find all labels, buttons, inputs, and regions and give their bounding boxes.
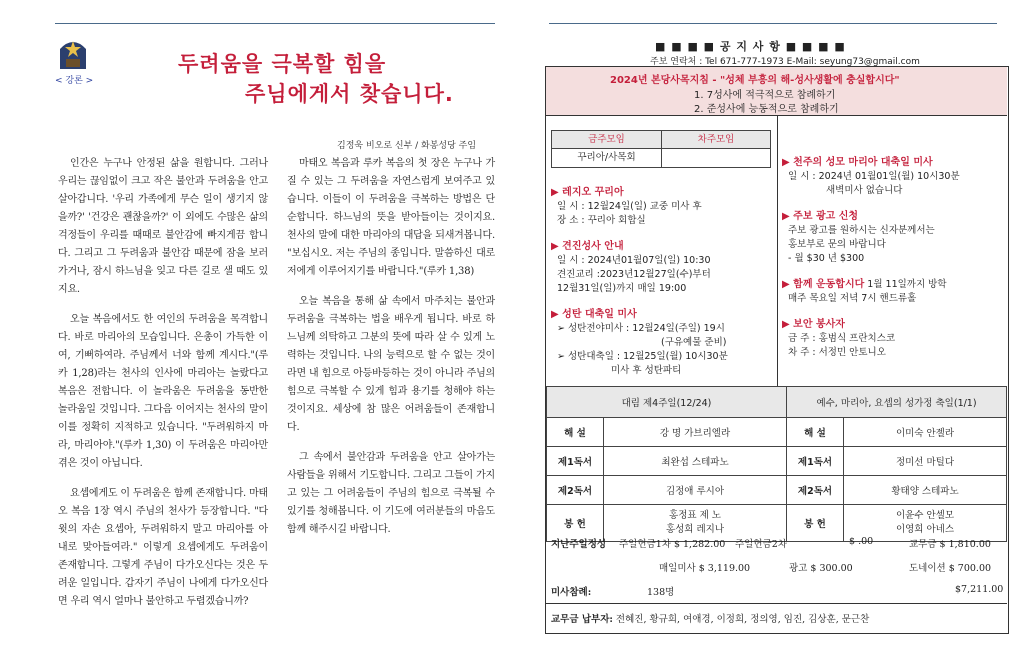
- payers-label: 교무금 납부자:: [551, 614, 613, 625]
- paragraph: 마태오 복음과 루카 복음의 첫 장은 누구나 가질 수 있는 그 두려움을 자연스럽게 보여주고 있습니다. 이들이 이 두려움을 극복하는 방법은 단순합니다. 하느님의 뜻을 받아들이는 것이지요. 천사의 말에 대한 마리아의 대답을 되새겨봅니다. "보십시오. 저는 주님의 종입니다. 말씀하신 대로 저에게 이루어지기를 바랍니다."(루카 1,38): [287, 158, 495, 277]
- mass-label: 미사참례:: [551, 587, 592, 598]
- announcement-line: 일 시 : 12월24일(일) 교중 미사 후: [557, 201, 702, 212]
- meeting-head-next-week: 차주모임: [662, 131, 770, 149]
- roles-head-right: 예수, 마리아, 요셉의 성가정 축일(1/1): [787, 387, 1007, 418]
- role-person: 홍정표 제 노 홍성희 레지나: [604, 505, 787, 542]
- paragraph: 오늘 복음을 통해 삶 속에서 마주치는 불안과 두려움을 극복하는 법을 배우게 됩니다. 바로 하느님께 의탁하고 그분의 뜻에 따라 살 수 있게 노력하는 것입니다. 나의 능력으로 할 수 없는 것이라면 내 힘으로 아등바등하는 것이 아니라 주님의 힘으로 극복할 수 있게 힘과 용기를 청해야 하는 것이지요. 세상에 참 많은 어려움들이 존재합니다.: [287, 296, 495, 433]
- top-rule-left: [55, 23, 495, 24]
- announcement-block: [782, 278, 1004, 306]
- mass-count: 138명: [647, 587, 675, 598]
- roles-head-left: 대림 제4주일(12/24): [547, 387, 787, 418]
- finance-divider: [546, 603, 1007, 604]
- payers-list: 전혜진, 황규희, 여애경, 이정희, 정의영, 임진, 김상훈, 문근찬: [615, 614, 870, 625]
- role-person: 이미숙 안젤라: [844, 418, 1007, 447]
- announcement-title-tail: 1월 11일까지 방학: [864, 279, 947, 290]
- liturgy-roles-table: [546, 386, 1007, 542]
- announcement-block: [551, 308, 773, 378]
- paragraph: 인간은 누구나 안정된 삶을 원합니다. 그러나 우리는 끊임없이 크고 작은 불안과 두려움을 안고 살아갑니다. '우리 가족에게 무슨 일이 생기지 않을까?' '건강은 괜찮을까?' 이 외에도 수많은 삶의 걱정들이 우리를 때때로 불안감에 빠지게끔 합니다. 그리고 그 두려움과 불안감 때문에 잠을 보러 가거나, 잠시 하느님을 잊고 다른 길로 샐 때도 있지요.: [58, 158, 268, 295]
- top-rule-right: [549, 23, 997, 24]
- announcement-line: ➢ 성탄대축일 : 12월25일(월) 10시30분: [557, 351, 728, 362]
- finance-label: 지난주일정성: [551, 539, 607, 550]
- payers-line: [551, 611, 869, 625]
- meeting-table: [551, 130, 771, 168]
- finance-total: $7,211.00: [955, 584, 1004, 595]
- notice-title: ■ ■ ■ ■ 공 지 사 항 ■ ■ ■ ■: [655, 40, 846, 53]
- church-logo-icon: [56, 35, 90, 69]
- finance-value: 도네이션 $ 700.00: [909, 563, 992, 574]
- announcement-line: ➢ 성탄전야미사 : 12월24일(주일) 19시: [557, 323, 725, 334]
- announcement-line: 홍보부로 문의 바랍니다: [788, 239, 886, 250]
- section-tag: < 강론 >: [55, 76, 94, 86]
- motto-line: 2024년 본당사목지침 - "성체 부흥의 해-성사생활에 충실합시다": [610, 75, 900, 86]
- announcement-title: ▶ 주보 광고 신청: [782, 211, 859, 222]
- role-label: 제2독서: [787, 476, 844, 505]
- sermon-byline: 김정욱 비오로 신부 / 화봉성당 주임: [337, 141, 477, 151]
- finance-value: 주일헌금2차: [735, 539, 787, 550]
- announcement-title: ▶ 함께 운동합시다: [782, 279, 865, 290]
- notice-contact: 주보 연락처 : Tel 671-777-1973 E-Mail: seyung73@gmail.com: [650, 57, 920, 67]
- sermon-column-1: [58, 155, 268, 623]
- announcement-line: (구유예물 준비): [661, 337, 727, 348]
- role-label: 해 설: [547, 418, 604, 447]
- announcement-block: [551, 240, 773, 296]
- finance-value: $ .00: [849, 536, 874, 547]
- announcement-line: 장 소 : 꾸리아 회합실: [557, 215, 646, 226]
- finance-value: 교무금 $ 1,810.00: [909, 539, 991, 550]
- finance-value: 광고 $ 300.00: [789, 563, 853, 574]
- role-label: 해 설: [787, 418, 844, 447]
- announcement-line: 미사 후 성탄파티: [611, 365, 682, 376]
- table-row: [547, 476, 1007, 505]
- sermon-title-line1: 두려움을 극복할 힘을: [178, 52, 387, 76]
- announcement-title: ▶ 성탄 대축일 미사: [551, 309, 637, 320]
- announcement-title: ▶ 천주의 성모 마리아 대축일 미사: [782, 157, 933, 168]
- role-label: 제1독서: [547, 447, 604, 476]
- role-label: 제2독서: [547, 476, 604, 505]
- announcement-line: 일 시 : 2024년 01월01일(월) 10시30분: [788, 171, 960, 182]
- table-row: [547, 418, 1007, 447]
- paragraph: 그 속에서 불안감과 두려움을 안고 살아가는 사람들을 위해서 기도합니다. 그리고 그들이 가지고 있는 그 어려움들이 주님의 힘으로 극복될 수 있기를 청해봅니다. 이 기도에 여러분들의 마음도 함께 해주시길 바랍니다.: [287, 452, 495, 535]
- meeting-head-this-week: 금주모임: [552, 131, 662, 149]
- announcement-line: 견진교리 :2023년12월27일(수)부터: [557, 269, 711, 280]
- role-person: 김정애 루시아: [604, 476, 787, 505]
- role-person: 황태양 스테파노: [844, 476, 1007, 505]
- motto-item-1: 1. 7성사에 적극적으로 참례하기: [694, 90, 836, 101]
- announcement-line: 일 시 : 2024년01월07일(일) 10:30: [557, 255, 711, 266]
- paragraph: 요셉에게도 이 두려움은 함께 존재합니다. 마태오 복음 1장 역시 주님의 천사가 등장합니다. "다윗의 자손 요셉아, 두려워하지 말고 마리아를 아내로 맞아들여라." 이렇게 요셉에게도 두려움이 존재합니다. 그렇게 주님이 다가오신다는 것은 두려운 일입니다. 갑자기 주님이 나에게 다가오신다면 우리 역시 얼마나 불안하고 두렵겠습니까?: [58, 488, 268, 607]
- announcement-line: 금 주 : 홍범식 프란치스코: [788, 333, 896, 344]
- role-label: 제1독서: [787, 447, 844, 476]
- announcement-block: [551, 186, 773, 228]
- column-divider: [777, 115, 778, 386]
- meeting-cell: 꾸리아/사목회: [552, 149, 662, 167]
- announcement-title: ▶ 견진성사 안내: [551, 241, 624, 252]
- announcements-right: [782, 156, 1004, 360]
- sermon-column-2: [287, 155, 495, 551]
- table-row: [547, 447, 1007, 476]
- finance-value: 주일헌금1차 $ 1,282.00: [619, 539, 726, 550]
- announcement-line: 12월31일(일)까지 매일 19:00: [557, 283, 687, 294]
- announcement-block: [782, 156, 1004, 198]
- role-label: 봉 헌: [787, 505, 844, 542]
- role-person: 정미선 마틸다: [844, 447, 1007, 476]
- announcement-line: 차 주 : 서정민 안토니오: [788, 347, 886, 358]
- role-person: 강 명 가브리엘라: [604, 418, 787, 447]
- role-person: 이윤수 안셀모 이영희 아네스: [844, 505, 1007, 542]
- sermon-title-line2: 주님에게서 찾습니다.: [245, 82, 454, 106]
- role-label: 봉 헌: [547, 505, 604, 542]
- announcement-line: - 월 $30 년 $300: [788, 253, 865, 264]
- announcement-title: ▶ 보안 봉사자: [782, 319, 845, 330]
- paragraph: 오늘 복음에서도 한 여인의 두려움을 목격합니다. 바로 마리아의 모습입니다. 은총이 가득한 이여, 기뻐하여라. 주님께서 너와 함께 계시다."(루카 1,28)라는 천사의 인사에 마리아는 놀랐다고 복음은 전합니다. 이 놀라움은 두려움을 동반한 놀라움일 것입니다. 그다음 이어지는 천사의 말이 이를 정확히 지적하고 있습니다. "두려워하지 마라, 마리아야."(루카 1,30) 이 두려움은 마리아만 겪은 것이 아닙니다.: [58, 314, 268, 469]
- announcement-line: 주보 광고를 원하시는 신자분께서는: [788, 225, 935, 236]
- announcement-block: [782, 318, 1004, 360]
- announcements-left: [551, 186, 773, 378]
- announcement-line: 매주 목요일 저녁 7시 핸드류홀: [788, 293, 917, 304]
- announcement-line: 새벽미사 없습니다: [826, 185, 903, 196]
- announcement-title: ▶ 레지오 꾸리아: [551, 187, 624, 198]
- role-person: 최완섭 스테파노: [604, 447, 787, 476]
- announcement-block: [782, 210, 1004, 266]
- finance-value: 매일미사 $ 3,119.00: [659, 563, 751, 574]
- motto-item-2: 2. 준성사에 능동적으로 참례하기: [694, 104, 839, 115]
